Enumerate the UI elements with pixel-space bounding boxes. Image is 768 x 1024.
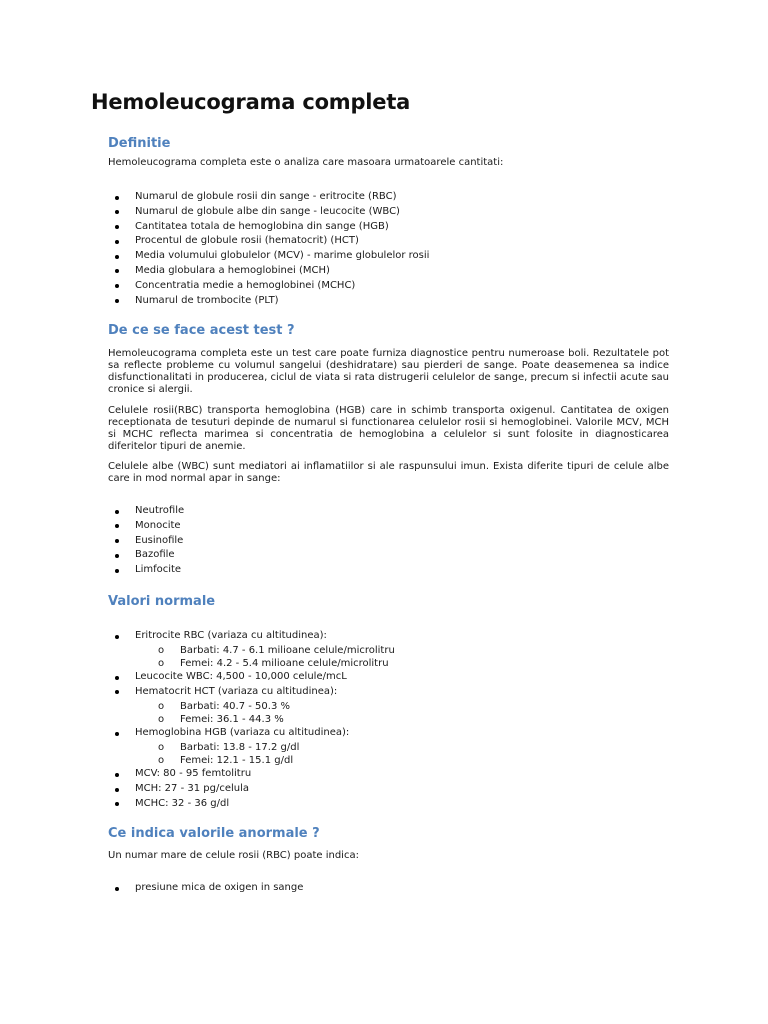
list-item: Eritrocite RBC (variaza cu altitudinea):	[108, 629, 395, 644]
list-item: Media globulara a hemoglobinei (MCH)	[108, 264, 429, 279]
list-item: Limfocite	[108, 563, 184, 578]
page-title: Hemoleucograma completa	[91, 90, 411, 114]
anormale-intro: Un numar mare de celule rosii (RBC) poate indica:	[108, 850, 359, 861]
valori-list	[108, 629, 395, 812]
sub-list-item: o Femei: 36.1 - 44.3 %	[108, 713, 395, 726]
list-item: MCH: 27 - 31 pg/celula	[108, 782, 395, 797]
list-item: Numarul de trombocite (PLT)	[108, 294, 429, 309]
list-item: Neutrofile	[108, 504, 184, 519]
sub-list-item: o Barbati: 4.7 - 6.1 milioane celule/microlitru	[108, 644, 395, 657]
anormale-list	[108, 881, 303, 896]
list-item: MCHC: 32 - 36 g/dl	[108, 797, 395, 812]
heading-definitie: Definitie	[108, 136, 171, 151]
celule-albe-list	[108, 504, 184, 578]
list-item: Eusinofile	[108, 534, 184, 549]
test-paragraph-1: Hemoleucograma completa este un test care poate furniza diagnostice pentru numeroase boli. Rezultatele pot sa reflecte probleme cu volumul sangelui (deshidratare) sau pierderi de sange. Poate deasemenea sa indice disfunctionalitati in producerea, ciclul de viata si rata distrugerii celulelor de sange, precum si infectii acute sau cronice si alergii.	[108, 348, 669, 395]
list-item: Procentul de globule rosii (hematocrit) (HCT)	[108, 234, 429, 249]
list-item: MCV: 80 - 95 femtolitru	[108, 767, 395, 782]
list-item: Cantitatea totala de hemoglobina din sange (HGB)	[108, 220, 429, 235]
sub-list-item: o Femei: 4.2 - 5.4 milioane celule/microlitru	[108, 657, 395, 670]
list-item: Numarul de globule albe din sange - leucocite (WBC)	[108, 205, 429, 220]
list-item: Hemoglobina HGB (variaza cu altitudinea):	[108, 726, 395, 741]
definitie-intro: Hemoleucograma completa este o analiza care masoara urmatoarele cantitati:	[108, 157, 504, 168]
sub-list-item: o Barbati: 40.7 - 50.3 %	[108, 700, 395, 713]
list-item: Leucocite WBC: 4,500 - 10,000 celule/mcL	[108, 670, 395, 685]
test-paragraph-2: Celulele rosii(RBC) transporta hemoglobina (HGB) care in schimb transporta oxigenul. Cantitatea de oxigen receptionata de tesuturi depinde de numarul si functionarea celulelor rosii si hemoglobinei. Valorile MCV, MCH si MCHC reflecta marimea si concentratia de hemoglobina a celulelor si sunt folosite in diagnosticarea diferitelor tipuri de anemie.	[108, 405, 669, 452]
heading-valori-normale: Valori normale	[108, 594, 216, 609]
list-item: Concentratia medie a hemoglobinei (MCHC)	[108, 279, 429, 294]
sub-list-item: o Femei: 12.1 - 15.1 g/dl	[108, 754, 395, 767]
heading-valori-anormale: Ce indica valorile anormale ?	[108, 826, 320, 841]
list-item: presiune mica de oxigen in sange	[108, 881, 303, 896]
sub-list-item: o Barbati: 13.8 - 17.2 g/dl	[108, 741, 395, 754]
list-item: Bazofile	[108, 548, 184, 563]
list-item: Monocite	[108, 519, 184, 534]
list-item: Hematocrit HCT (variaza cu altitudinea):	[108, 685, 395, 700]
test-paragraph-3: Celulele albe (WBC) sunt mediatori ai inflamatiilor si ale raspunsului imun. Exista diferite tipuri de celule albe care in mod normal apar in sange:	[108, 461, 669, 484]
list-item: Numarul de globule rosii din sange - eritrocite (RBC)	[108, 190, 429, 205]
definitie-list	[108, 190, 429, 308]
heading-de-ce-test: De ce se face acest test ?	[108, 323, 295, 338]
list-item: Media volumului globulelor (MCV) - marime globulelor rosii	[108, 249, 429, 264]
